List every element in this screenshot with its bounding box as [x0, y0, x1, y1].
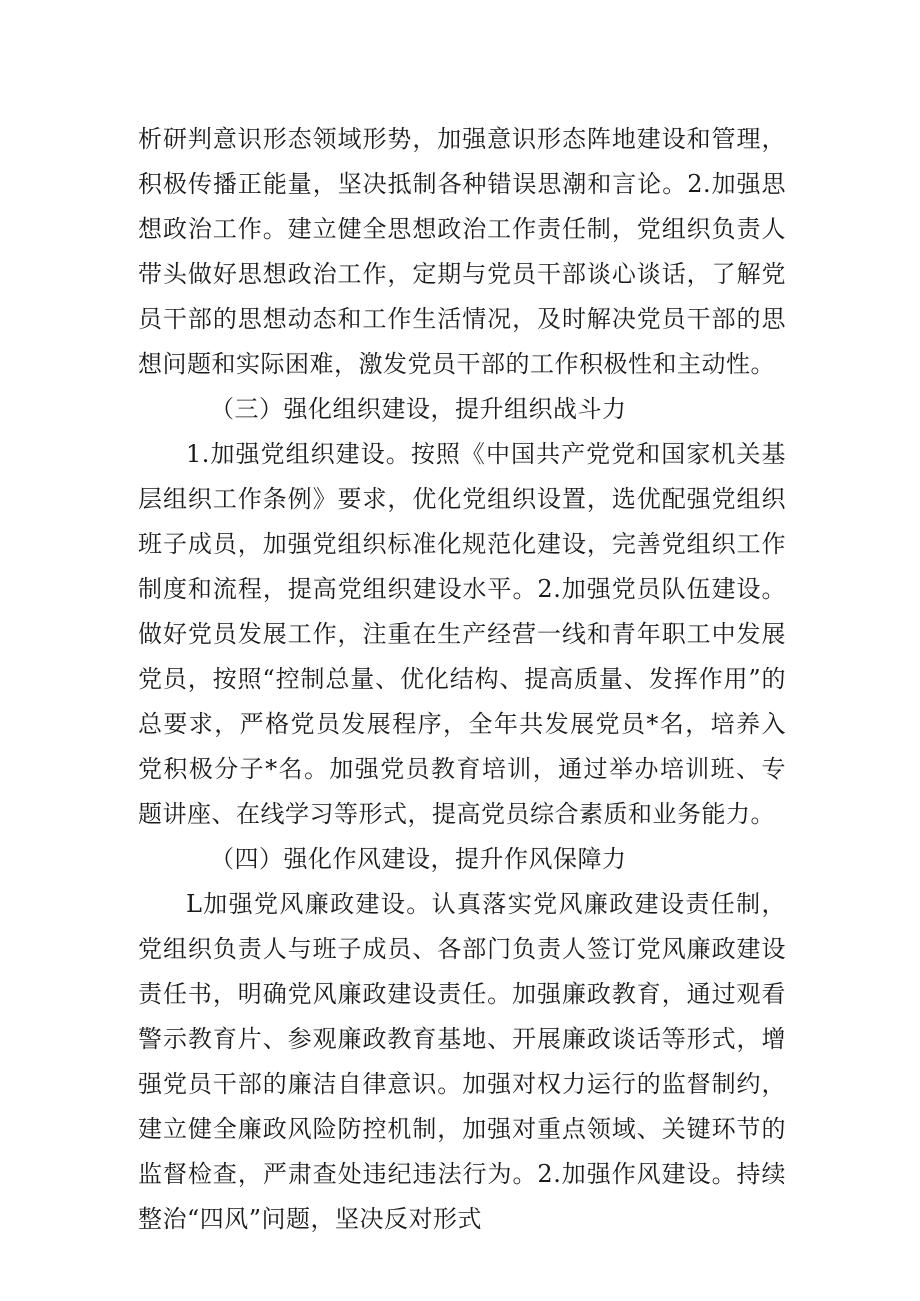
paragraph-integrity-building: L加强党风廉政建设。认真落实党风廉政建设责任制，党组织负责人与班子成员、各部门负责人签订党风廉政建设责任书，明确党风廉政建设责任。加强廉政教育，通过观看警示教育片、参观廉政教育基地、开展廉政谈话等形式，增强党员干部的廉洁自律意识。加强对权力运行的监督制约，建立健全廉政风险防控机制，加强对重点领域、关键环节的监督检查，严肃查处违纪违法行为。2.加强作风建设。持续整治“四风”问题，坚决反对形式	[138, 890, 786, 1233]
paragraph-ideology-work: 析研判意识形态领域形势，加强意识形态阵地建设和管理，积极传播正能量，坚决抵制各种错误思潮和言论。2.加强思想政治工作。建立健全思想政治工作责任制，党组织负责人带头做好思想政治工作，定期与党员干部谈心谈话，了解党员干部的思想动态和工作生活情况，及时解决党员干部的思想问题和实际困难，激发党员干部的工作积极性和主动性。	[138, 125, 786, 378]
paragraph-organization-building: 1.加强党组织建设。按照《中国共产党党和国家机关基层组织工作条例》要求，优化党组织设置，选优配强党组织班子成员，加强党组织标准化规范化建设，完善党组织工作制度和流程，提高党组织建设水平。2.加强党员队伍建设。做好党员发展工作，注重在生产经营一线和青年职工中发展党员，按照“控制总量、优化结构、提高质量、发挥作用”的总要求，严格党员发展程序，全年共发展党员*名，培养入党积极分子*名。加强党员教育培训，通过举办培训班、专题讲座、在线学习等形式，提高党员综合素质和业务能力。	[138, 440, 786, 828]
section-heading-work-style: （四）强化作风建设，提升作风保障力	[210, 845, 627, 873]
section-heading-organization: （三）强化组织建设，提升组织战斗力	[210, 395, 627, 423]
document-body	[138, 117, 786, 1242]
